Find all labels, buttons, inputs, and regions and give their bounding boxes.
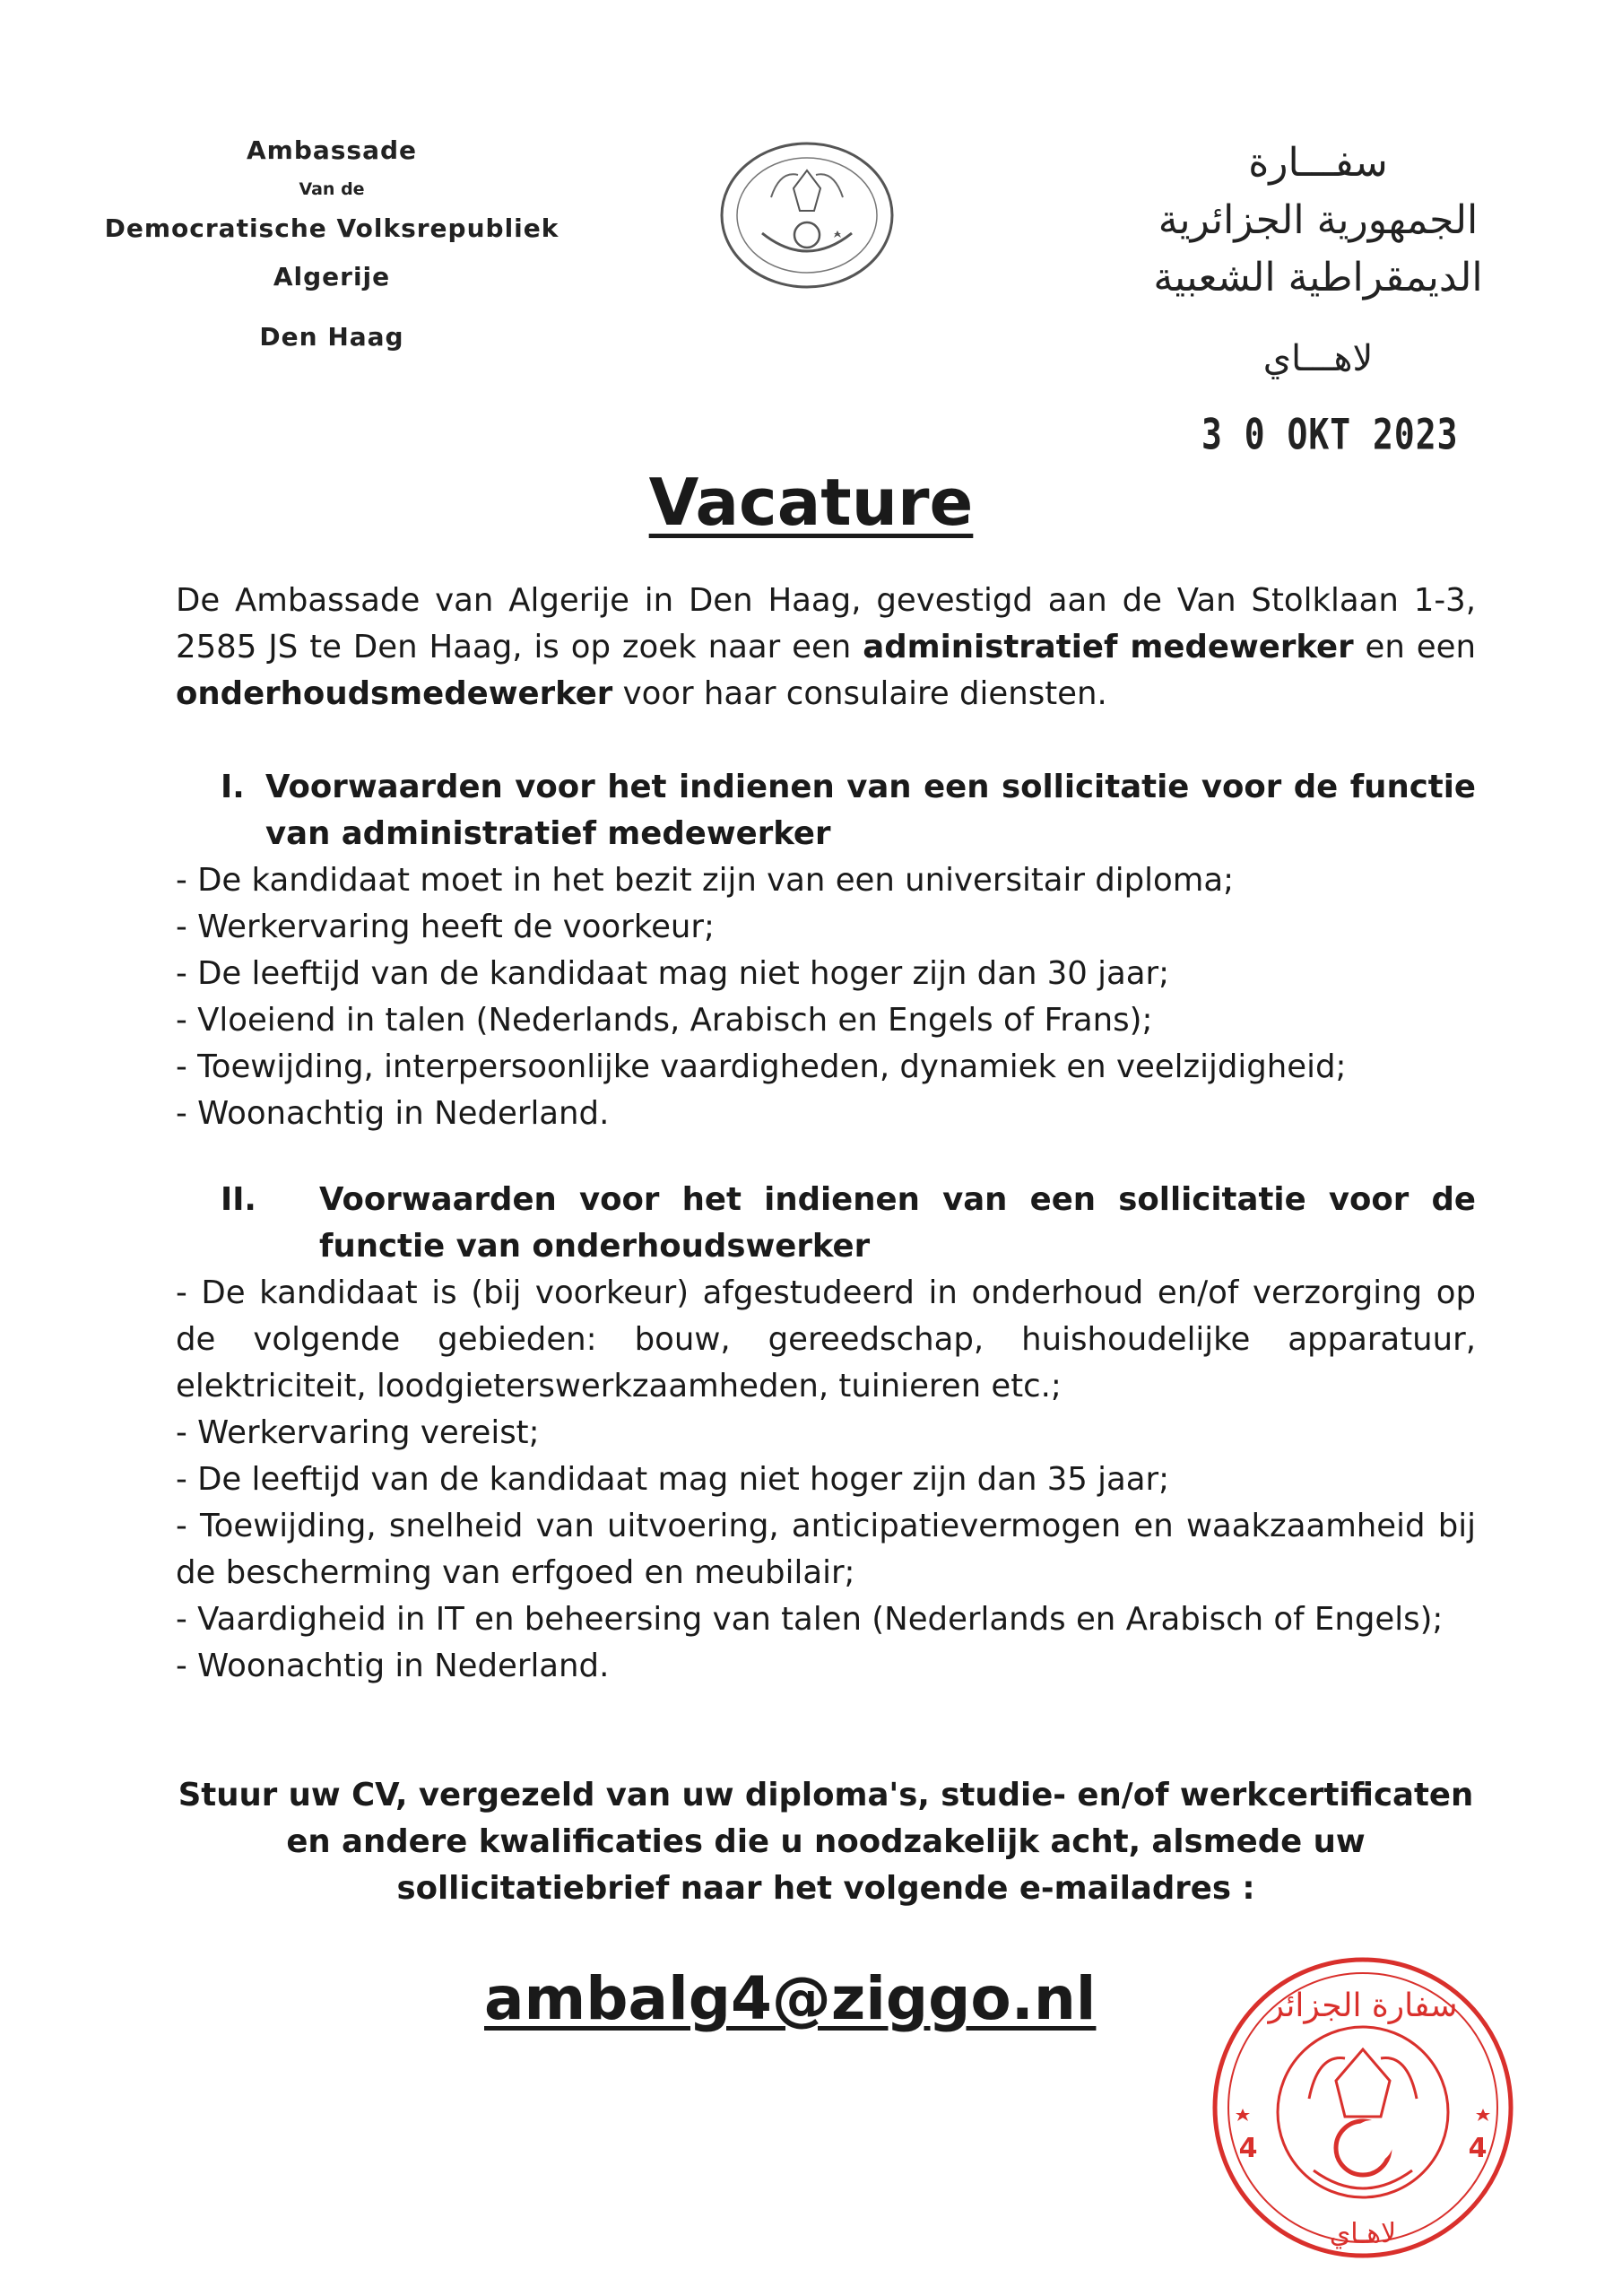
list-item: - Vaardigheid in IT en beheersing van talen (Nederlands en Arabisch of Engels);: [176, 1601, 1444, 1638]
section-1-list: [176, 857, 1476, 1137]
arabic-line-city: لاهـــاي: [1262, 338, 1374, 379]
section-1-number: I.: [221, 769, 245, 805]
intro-text-3: voor haar consulaire diensten.: [612, 675, 1107, 712]
stamp-number-left: 4: [1238, 2133, 1258, 2164]
header-line-city: Den Haag: [259, 322, 404, 352]
header-line-van-de: Van de: [299, 179, 365, 199]
section-2-number: II.: [221, 1181, 256, 1218]
intro-text-2: en een: [1353, 629, 1476, 665]
stamp-arabic-top: سفارة الجزائر: [1268, 1987, 1458, 2024]
list-item: - Vloeiend in talen (Nederlands, Arabisch en Engels of Frans);: [176, 1002, 1153, 1039]
list-item: - De leeftijd van de kandidaat mag niet hoger zijn dan 35 jaar;: [176, 1461, 1170, 1498]
header-line-country: Algerije: [273, 262, 391, 291]
list-item: - Woonachtig in Nederland.: [176, 1648, 610, 1684]
list-item: - Toewijding, snelheid van uitvoering, anticipatievermogen en waakzaamheid bij de bescherming van erfgoed en meubilair;: [176, 1508, 1476, 1591]
section-1-heading: [176, 764, 1476, 857]
date-stamp: 3 0 OKT 2023: [1201, 409, 1459, 459]
intro-bold-maintenance: onderhoudsmedewerker: [176, 675, 613, 712]
header-line-ambassade: Ambassade: [246, 135, 418, 165]
embassy-header-arabic: [1130, 135, 1506, 386]
stamp-arabic-bottom: لاهـاي: [1329, 2218, 1397, 2249]
title-text: Vacature: [648, 465, 974, 540]
email-link[interactable]: ambalg4@ziggo.nl: [484, 1964, 1097, 2033]
intro-text-1: De Ambassade van Algerije in Den Haag, gevestigd aan de Van Stolklaan 1-3, 2585 JS te Den Haag, is op zoek naar een: [176, 582, 1476, 665]
algeria-emblem-icon: [708, 135, 906, 296]
list-item: - Werkervaring vereist;: [176, 1414, 540, 1451]
section-2-heading-text: Voorwaarden voor het indienen van een sollicitatie voor de functie van onderhoudswerker: [319, 1181, 1476, 1265]
arabic-line-republic: الجمهورية الجزائرية: [1158, 197, 1479, 243]
intro-paragraph: [176, 578, 1476, 718]
list-item: - De kandidaat is (bij voorkeur) afgestudeerd in onderhoud en/of verzorging op de volgende gebieden: bouw, gereedschap, huishoudelijke apparatuur, elektriciteit, loodgieterswerkzaamheden, tuinieren etc.;: [176, 1274, 1476, 1405]
list-item: - Toewijding, interpersoonlijke vaardigheden, dynamiek en veelzijdigheid;: [176, 1048, 1347, 1085]
embassy-header-dutch: [54, 135, 610, 355]
page-title: [0, 465, 1622, 540]
list-item: - De kandidaat moet in het bezit zijn van een universitair diploma;: [176, 862, 1235, 899]
intro-bold-admin: administratief medewerker: [863, 629, 1354, 665]
closing-instructions: Stuur uw CV, vergezeld van uw diploma's, studie- en/of werkcertificaten en andere kwalificaties die u noodzakelijk acht, alsmede uw sollicitatiebrief naar het volgende e-mailadres :: [178, 1777, 1474, 1907]
section-2-heading: [176, 1177, 1476, 1270]
stamp-number-right: 4: [1468, 2133, 1488, 2164]
section-2-list: [176, 1270, 1476, 1690]
embassy-stamp-icon: [1201, 1946, 1524, 2269]
arabic-line-democratic: الديمقراطية الشعبية: [1153, 255, 1483, 300]
arabic-line-embassy: سفـــارة: [1248, 140, 1388, 186]
list-item: - Werkervaring heeft de voorkeur;: [176, 909, 715, 945]
list-item: - Woonachtig in Nederland.: [176, 1095, 610, 1132]
header-line-republic: Democratische Volksrepubliek: [104, 213, 559, 243]
list-item: - De leeftijd van de kandidaat mag niet hoger zijn dan 30 jaar;: [176, 955, 1170, 992]
section-1-heading-text: Voorwaarden voor het indienen van een sollicitatie voor de functie van administratief medewerker: [265, 769, 1476, 852]
